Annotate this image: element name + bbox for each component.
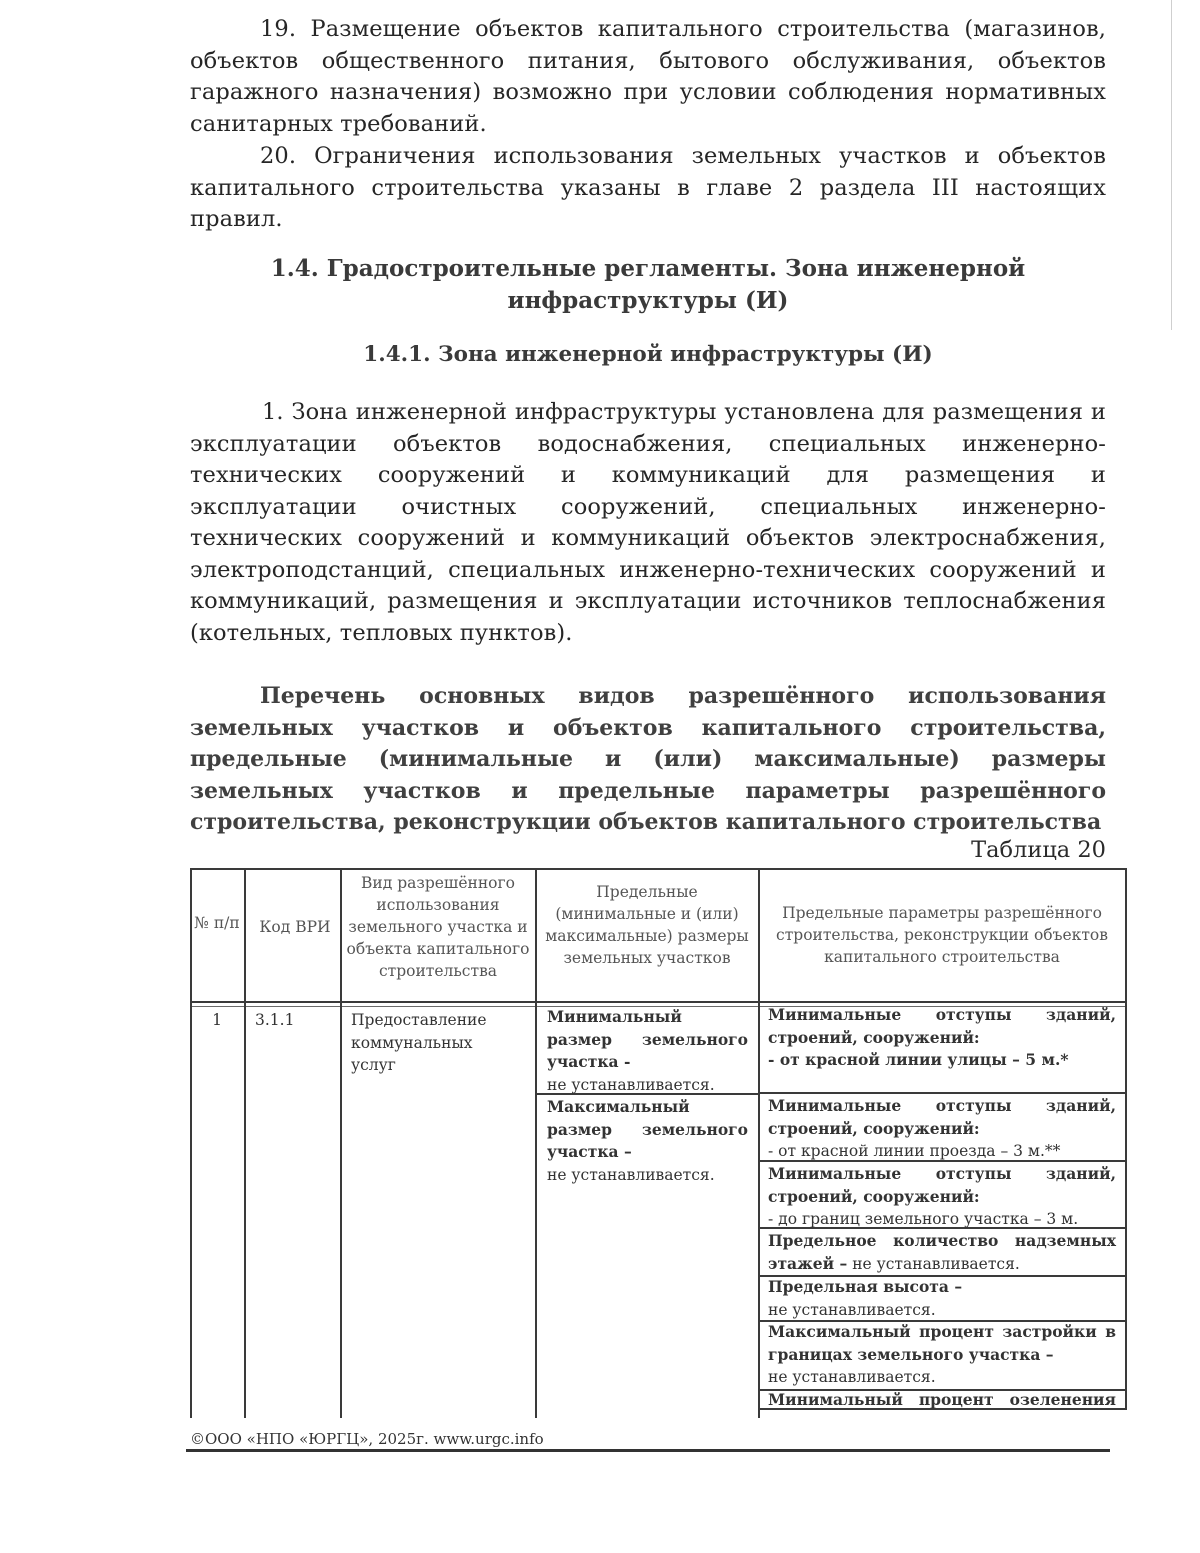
page-edge-line xyxy=(1171,0,1172,330)
param-offset-street xyxy=(768,1004,1116,1072)
param-offset-driveway xyxy=(768,1095,1116,1163)
param-offset-street-label: Минимальные отступы зданий, строений, сооружений: xyxy=(768,1005,1116,1047)
footer-rule xyxy=(186,1449,1110,1452)
param-height-label: Предельная высота – xyxy=(768,1277,963,1296)
param-coverage-value: не устанавливается. xyxy=(768,1368,936,1386)
header-use-type: Вид разрешённого использования земельного участка и объекта капитального строительства xyxy=(346,874,530,980)
param-floors-label: Предельное количество надземных этажей – xyxy=(768,1231,1116,1273)
col-divider-1 xyxy=(244,868,246,1418)
table-number: Таблица 20 xyxy=(971,837,1106,863)
param-greenery-label: Минимальный процент озеленения xyxy=(768,1390,1116,1409)
param-floors xyxy=(768,1230,1116,1275)
list-title: Перечень основных видов разрешённого использования земельных участков и объектов капитального строительства, предельные (минимальные и (или) максимальные) размеры земельных участков и предельные параметры разрешённого строительства, реконструкции объектов капитального строительства xyxy=(190,683,1106,835)
col-divider-2 xyxy=(340,868,342,1418)
table-border-left xyxy=(190,868,192,1418)
params-divider-1 xyxy=(760,1092,1127,1094)
size-max-value: не устанавливается. xyxy=(547,1165,715,1184)
footer-copyright: ©ООО «НПО «ЮРГЦ», 2025г. www.urgc.info xyxy=(190,1430,544,1448)
paragraph-19: 19. Размещение объектов капитального строительства (магазинов, объектов общественного питания, бытового обслуживания, объектов гаражного назначения) возможно при условии соблюдения нормативных санитарных требований. xyxy=(190,16,1106,137)
row-number: 1 xyxy=(212,1011,222,1029)
col-divider-4 xyxy=(758,868,760,1418)
paragraph-1: 1. Зона инженерной инфраструктуры установлена для размещения и эксплуатации объектов водоснабжения, специальных инженерно-технических сооружений и коммуникаций для размещения и эксплуатации очистных сооружений, специальных инженерно-технических сооружений и коммуникаций объектов электроснабжения, электроподстанций, специальных инженерно-технических сооружений и коммуникаций, размещения и эксплуатации источников теплоснабжения (котельных, тепловых пунктов). xyxy=(190,399,1106,646)
param-offset-boundary xyxy=(768,1163,1116,1231)
param-offset-driveway-value: - от красной линии проезда – 3 м.** xyxy=(768,1142,1061,1160)
header-code: Код ВРИ xyxy=(259,918,331,936)
param-height-value: не устанавливается. xyxy=(768,1300,936,1319)
row-use-name: Предоставление коммунальных услуг xyxy=(351,1011,487,1074)
size-min xyxy=(547,1006,748,1096)
table-header-bottom xyxy=(190,1001,1127,1003)
size-min-value: не устанавливается. xyxy=(547,1075,715,1094)
param-coverage-label: Максимальный процент застройки в границах земельного участка – xyxy=(768,1322,1116,1364)
subsection-heading: 1.4.1. Зона инженерной инфраструктуры (И) xyxy=(363,342,933,367)
paragraph-20: 20. Ограничения использования земельных участков и объектов капитального строительства указаны в главе 2 раздела III настоящих правил. xyxy=(190,143,1106,232)
row-code: 3.1.1 xyxy=(255,1011,295,1029)
section-heading: 1.4. Градостроительные регламенты. Зона инженерной инфраструктуры (И) xyxy=(270,255,1026,314)
param-offset-boundary-label: Минимальные отступы зданий, строений, сооружений: xyxy=(768,1164,1116,1206)
param-coverage xyxy=(768,1321,1116,1389)
param-offset-boundary-value: - до границ земельного участка – 3 м. xyxy=(768,1210,1079,1228)
col-divider-3 xyxy=(535,868,537,1418)
header-number: № п/п xyxy=(194,914,240,932)
param-offset-street-value: - от красной линии улицы – 5 м.* xyxy=(768,1050,1069,1069)
size-min-label: Минимальный размер земельного участка - xyxy=(547,1007,748,1071)
param-offset-driveway-label: Минимальные отступы зданий, строений, сооружений: xyxy=(768,1096,1116,1138)
header-params: Предельные параметры разрешённого строительства, реконструкции объектов капитального строительства xyxy=(776,904,1108,966)
size-max xyxy=(547,1096,748,1186)
table-border-right xyxy=(1125,868,1127,1410)
param-floors-value: не устанавливается. xyxy=(852,1254,1020,1273)
param-height xyxy=(768,1276,1116,1321)
table-border-top xyxy=(190,868,1127,870)
header-sizes: Предельные (минимальные и (или) максимальные) размеры земельных участков xyxy=(545,883,749,967)
size-max-label: Максимальный размер земельного участка – xyxy=(547,1097,748,1161)
param-greenery xyxy=(768,1389,1116,1409)
